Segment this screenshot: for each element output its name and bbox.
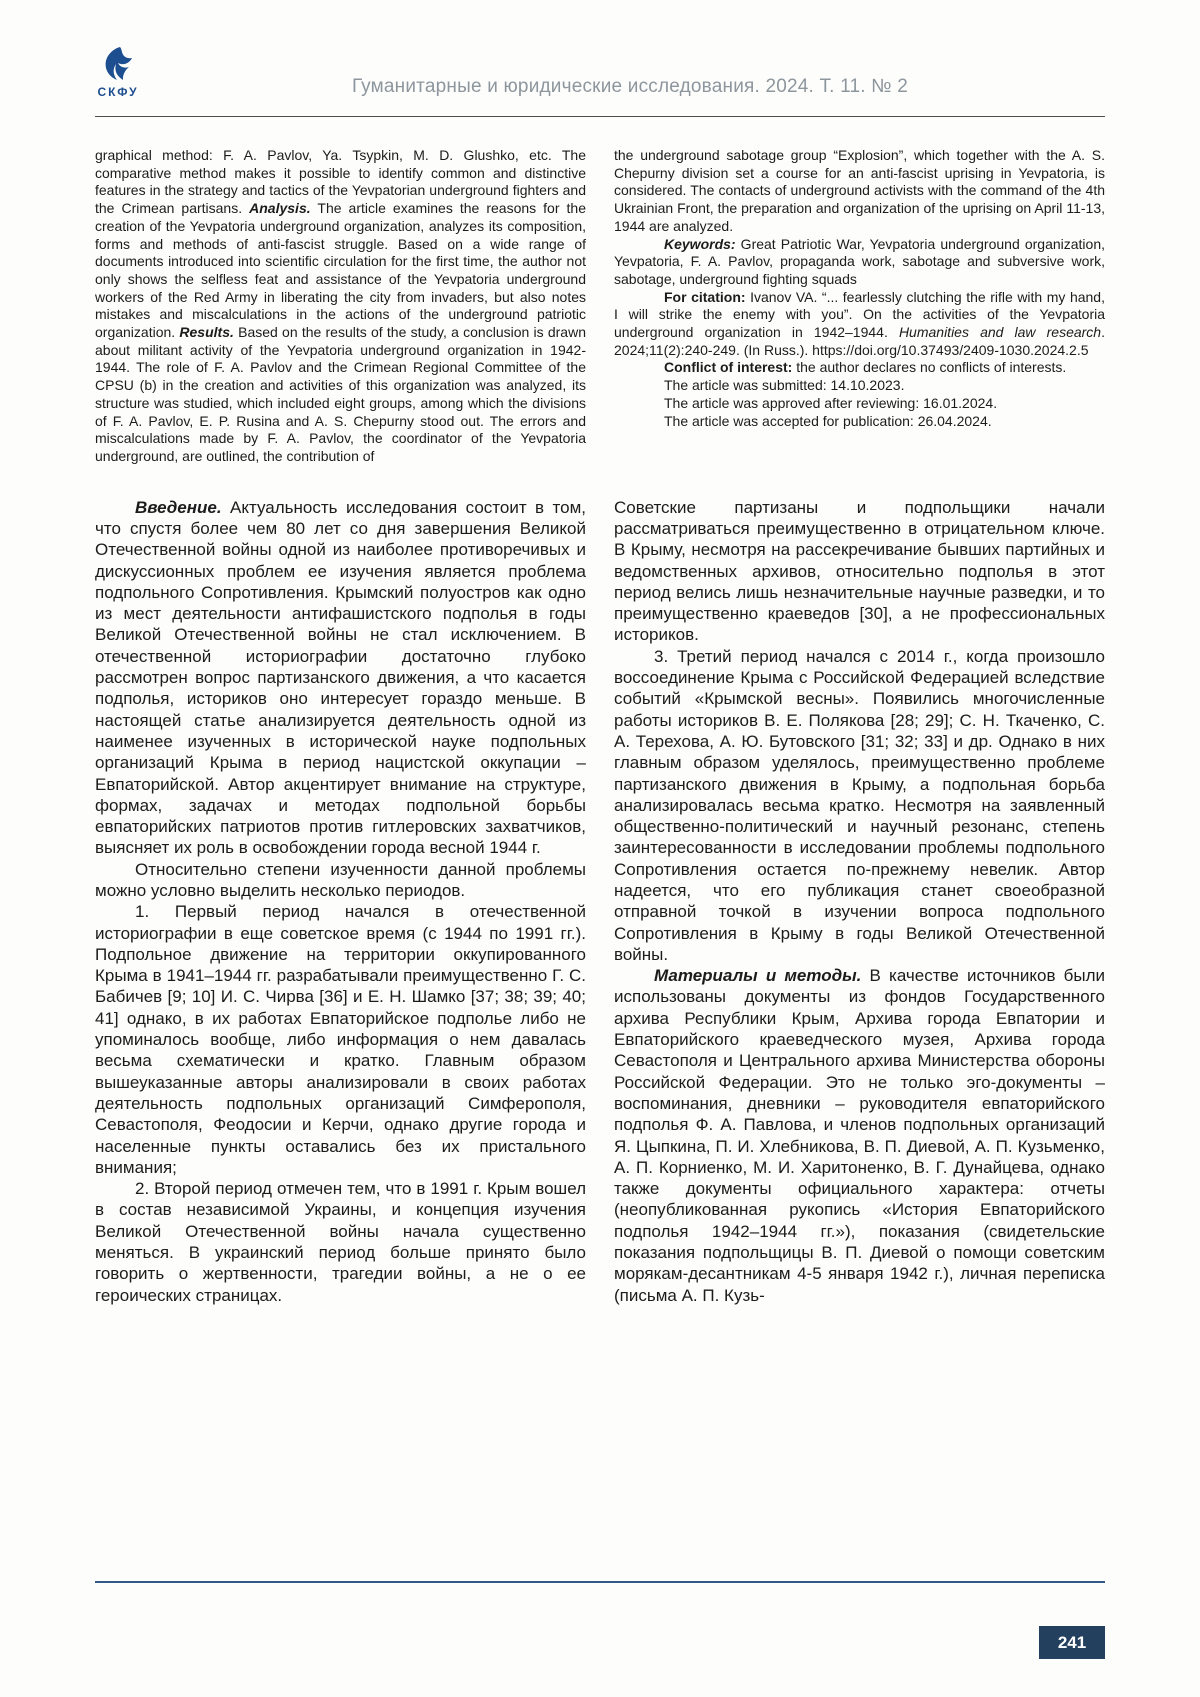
keywords-paragraph [614,236,1105,289]
second-period-paragraph: 2. Второй период отмечен тем, что в 1991 г. Крым вошел в состав независимой Украины, и концепция изучения Великой Отечественной войны начала существенно меняться. В украинский период больше принято было говорить о жертвенности, трагедии войны, а не о ее героических страницах. [95,1179,586,1305]
citation-journal-name: Humanities and law research [898,324,1102,341]
conflict-label: Conflict of interest: [664,359,793,376]
periods-intro-paragraph: Относительно степени изученности данной проблемы можно условно выделить несколько периодов. [95,859,586,900]
logo-bird-icon [98,46,138,84]
submitted-date-line: The article was submitted: 14.10.2023. [664,377,905,394]
abstract-lead-results: Results. [179,324,234,341]
materials-methods-lead: Материалы и методы. [654,966,862,986]
russian-body-section [95,497,1105,1306]
materials-methods-paragraph [614,965,1105,1306]
citation-paragraph [614,289,1105,360]
introduction-paragraph [95,497,586,859]
abstract-text: graphical method: F. A. Pavlov, Ya. Tsypkin, M. D. Glushko, etc. The comparative method makes it possible to identify common and distinctive features in the strategy and tactics of the Yevpatorian underground fighters and the Crimean partisans. [95,147,586,217]
keywords-label: Keywords: [664,235,736,252]
abstract-continuation-paragraph: the underground sabotage group “Explosion”, which together with the A. S. Chepurny division set a course for an anti-fascist uprising in Yevpatoria, is considered. The contacts of underground activists with the command of the 4th Ukrainian Front, the preparation and organization of the uprising on April 11-13, 1944 are analyzed. [614,147,1105,234]
page-number-badge: 241 [1039,1626,1105,1659]
introduction-text: Актуальность исследования состоит в том, что спустя более чем 80 лет со дня завершения Великой Отечественной войны одной из наиболее противоречивых и дискуссионных проблем ее изучения является проблема подпольного Сопротивления. Крымский полуостров как одно из мест деятельности антифашистского подполья в годы Великой Отечественной войны не стал исключением. В отечественной историографии достаточно глубоко рассмотрен вопрос партизанского движения, а что касается подполья, историков оно интересует гораздо меньше. В настоящей статье анализируется деятельность одной из наименее изученных в исторической науке подпольных организаций Крыма в период нацистской оккупации – Евпаторийской. Автор акцентирует внимание на структуре, формах, задачах и методах подпольной борьбы евпаторийских патриотов против гитлеровских захватчиков, выясняет их роль в освобождении города весной 1944 г. [95,497,586,858]
introduction-lead: Введение. [135,497,222,517]
abstract-right-column [614,147,1105,466]
english-abstract-section [95,147,1105,466]
keywords-text: Great Patriotic War, Yevpatoria underground organization, Yevpatoria, F. A. Pavlov, propaganda work, sabotage and subversive work, sabotage, underground fighting squads [614,235,1105,287]
body-right-column [614,497,1105,1306]
abstract-lead-analysis: Analysis. [249,200,311,217]
conflict-of-interest-paragraph [614,359,1105,377]
abstract-text: Based on the results of the study, a conclusion is drawn about militant activity of the Yevpatoria underground organization in 1942-1944. The role of F. A. Pavlov and the Crimean Regional Committee of the CPSU (b) in the creation and activities of this organization was analyzed, its structure was studied, which included eight groups, among which the divisions of F. A. Pavlov, E. P. Rusina and A. S. Chepurny stood out. The errors and miscalculations made by F. A. Pavlov, the coordinator of the Yevpatoria underground, are outlined, the contribution of [95,324,586,464]
materials-methods-text: В качестве источников были использованы документы из фондов Государственного архива Республики Крым, Архива города Евпатории и Евпаторийского краеведческого музея, Архива города Севастополя и Центрального архива Министерства обороны Российской Федерации. Это не только эго-документы – воспоминания, дневники – руководителя евпаторийского подполья Ф. А. Павлова, и членов подпольных организаций Я. Цыпкина, П. И. Хлебникова, В. П. Диевой, А. П. Кузьменко, А. П. Корниенко, М. И. Харитоненко, В. Г. Дунайцева, однако также документы официального характера: отчеты (неопубликованная рукопись «История Евпаторийского подполья 1942–1944 гг.»), показания (свидетельские показания подпольщицы В. П. Диевой о помощи советским морякам-десантникам 4-5 января 1942 г.), личная переписка (письма А. П. Кузь- [614,966,1105,1305]
citation-text: Ivanov VA. “... fearlessly clutching the rifle with my hand, I will strike the enemy with you”. On the activities of the Yevpatoria underground organization in 1942–1944. [614,288,1105,341]
abstract-paragraph [95,147,586,466]
footer-divider [95,1581,1105,1583]
third-period-paragraph: 3. Третий период начался с 2014 г., когда произошло воссоединение Крыма с Российской Федерацией вследствие событий «Крымской весны». Появились многочисленные работы историков В. Е. Полякова [28; 29]; С. Н. Ткаченко, С. А. Терехова, А. Ю. Бутовского [31; 32; 33] и др. Однако в них главным образом уделялось, преимущественно проблеме партизанского движения в Крыму, а подпольная борьба анализировалась весьма кратко. Несмотря на заявленный общественно-политический и научный резонанс, степень заинтересованности в исследовании проблемы подпольного Сопротивления остается по-прежнему невелик. Автор надеется, что его публикация станет своеобразной отправной точкой в изучении вопроса подпольного Сопротивления в Крыму в годы Великой Отечественной войны. [614,646,1105,964]
journal-title: Гуманитарные и юридические исследования. 2024. Т. 11. № 2 [351,76,909,97]
first-period-paragraph: 1. Первый период начался в отечественной историографии в еще советское время (с 1944 по 1991 гг.). Подпольное движение на территории оккупированного Крыма в 1941–1944 гг. разрабатывали преимущественно Г. С. Бабичев [9; 10] И. С. Чирва [36] и Е. Н. Шамко [37; 38; 39; 40; 41] однако, в их работах Евпаторийское подполье либо не упоминалось вообще, либо информация о нем давалась весьма схематически и кратко. Главным образом вышеуказанные авторы анализировали в своих работах деятельность подпольных организаций Симферополя, Севастополя, Феодосии и Керчи, однако другие города и населенные пункты оставались без их пристального внимания; [95,902,586,1177]
conflict-text: the author declares no conflicts of interests. [792,359,1067,376]
page-header [95,0,1105,117]
accepted-date-line: The article was accepted for publication: 26.04.2024. [664,412,992,429]
citation-text-doi: . 2024;11(2):240-249. (In Russ.). https://doi.org/10.37493/2409-1030.2024.2.5 [614,324,1105,358]
abstract-left-column [95,147,586,466]
logo-text: СКФУ [97,85,139,99]
body-left-column [95,497,586,1306]
abstract-text: The article examines the reasons for the creation of the Yevpatoria underground organization, analyzes its composition, forms and methods of anti-fascist struggle. Based on a wide range of documents introduced into scientific circulation for the first time, the author not only shows the selfless feat and assistance of the Yevpatoria underground workers of the Red Army in liberating the city from invaders, but also notes mistakes and miscalculations in the actions of the underground patriotic organization. [95,200,586,341]
approved-date-line: The article was approved after reviewing: 16.01.2024. [664,394,998,411]
second-period-continuation-paragraph: Советские партизаны и подпольщики начали рассматриваться преимущественно в отрицательном ключе. В Крыму, несмотря на рассекречивание бывших партийных и ведомственных архивов, относительно подполья в этот период велись лишь незначительные научные разведки, и то преимущественно краеведов [30], а не профессиональных историков. [614,497,1105,645]
citation-label: For citation: [664,288,746,305]
university-logo [87,46,149,99]
